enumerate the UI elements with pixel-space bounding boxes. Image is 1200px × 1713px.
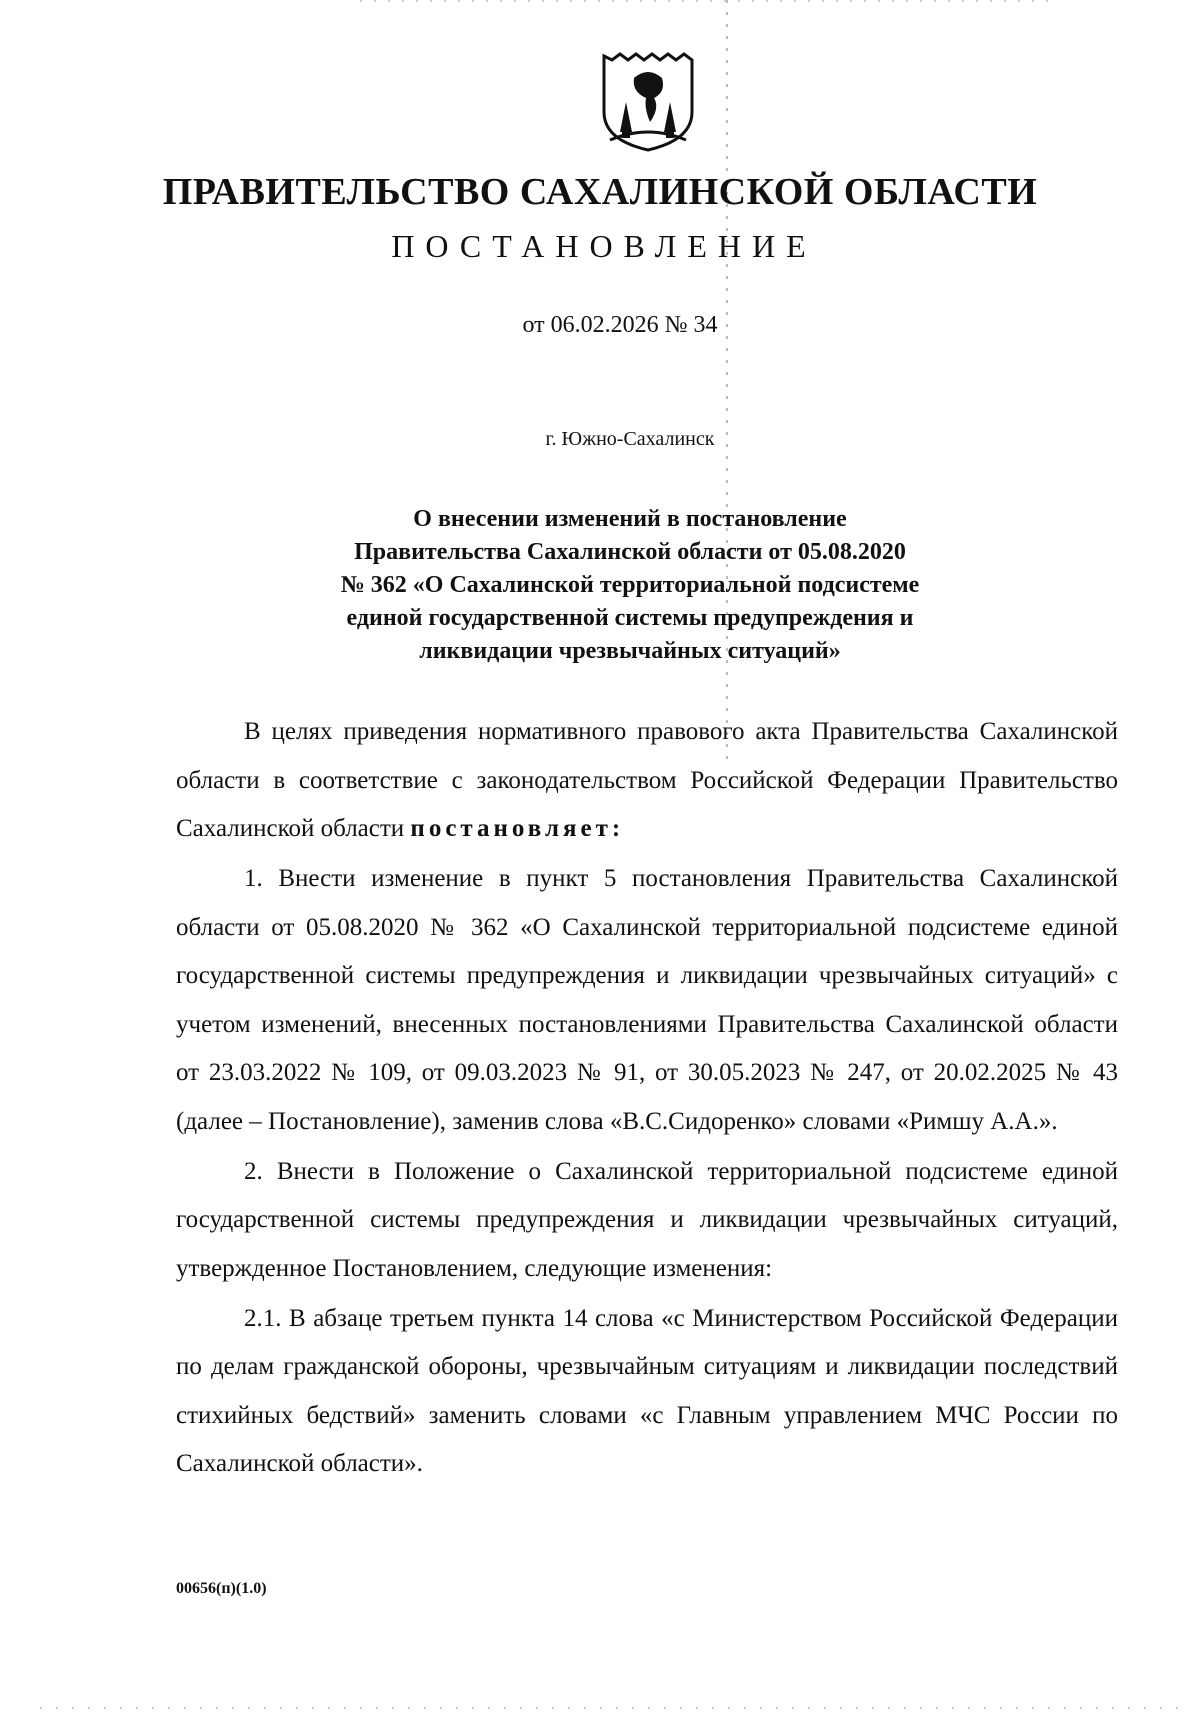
heading-line: О внесении изменений в постановление: [413, 506, 847, 532]
date-and-number: от 06.02.2026 № 34: [522, 312, 718, 338]
heading-line: единой государственной системы предупреждения и: [346, 605, 914, 631]
document-type: ПОСТАНОВЛЕНИЕ: [391, 228, 817, 264]
intro-paragraph: [176, 708, 1118, 854]
item-1-paragraph: 1. Внести изменение в пункт 5 постановления Правительства Сахалинской области от 05.08.2020 № 362 «О Сахалинской территориальной подсистеме единой государственной системы предупреждения и ликвидации чрезвычайных ситуаций» с учетом изменений, внесенных постановлениями Правительства Сахалинской области от 23.03.2022 № 109, от 09.03.2023 № 91, от 30.05.2023 № 247, от 20.02.2025 № 43 (далее – Постановление), заменив слова «В.С.Сидоренко» словами «Римшу А.А.».: [176, 865, 1118, 1135]
intro-text: В целях приведения нормативного правового акта Правительства Сахалинской области в соответствие с законодательством Российской Федерации Правительство Сахалинской области: [176, 718, 1118, 842]
heading-line: ликвидации чрезвычайных ситуаций»: [419, 638, 841, 664]
coat-of-arms-icon: [600, 52, 696, 152]
heading-line: № 362 «О Сахалинской территориальной подсистеме: [340, 572, 920, 598]
city-name: г. Южно-Сахалинск: [545, 428, 715, 450]
item-2-paragraph: 2. Внести в Положение о Сахалинской территориальной подсистеме единой государственной системы предупреждения и ликвидации чрезвычайных ситуаций, утвержденное Постановлением, следующие изменения:: [176, 1157, 1118, 1282]
intro-verb: постановляет:: [410, 815, 625, 842]
document-code: 00656(п)(1.0): [176, 1580, 267, 1597]
government-title: ПРАВИТЕЛЬСТВО САХАЛИНСКОЙ ОБЛАСТИ: [162, 171, 1038, 213]
item-2-1-paragraph: 2.1. В абзаце третьем пункта 14 слова «с Министерством Российской Федерации по делам гражданской обороны, чрезвычайным ситуациям и ликвидации последствий стихийных бедствий» заменить словами «с Главным управлением МЧС России по Сахалинской области».: [176, 1304, 1118, 1477]
document-heading: [190, 503, 1070, 668]
document-body: [176, 708, 1118, 1490]
heading-line: Правительства Сахалинской области от 05.08.2020: [354, 539, 906, 565]
